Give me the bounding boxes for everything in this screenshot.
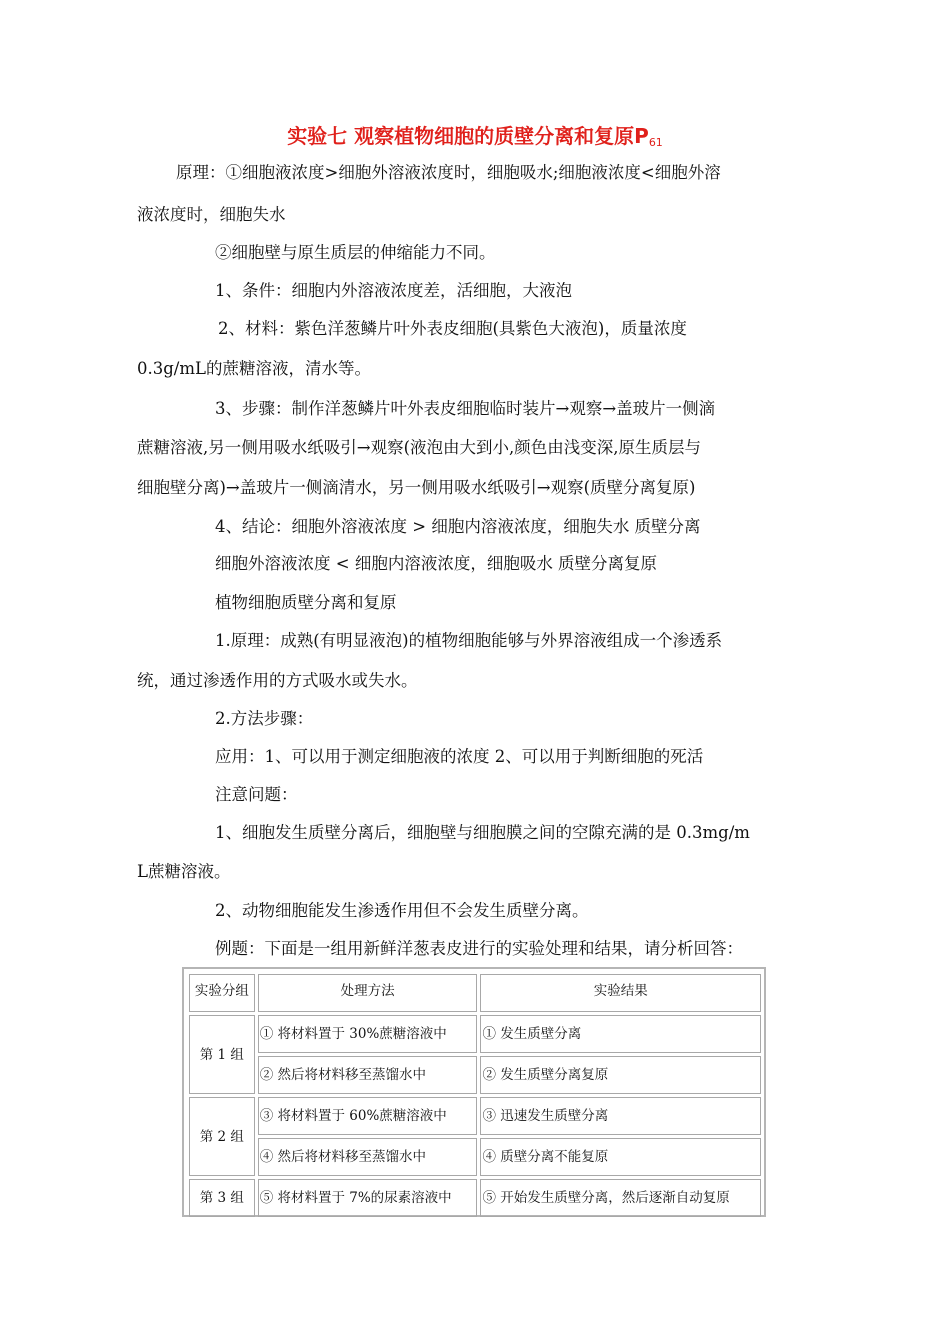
method-cell: ③ 将材料置于 60%蔗糖溶液中 xyxy=(258,1097,478,1135)
result-cell: ② 发生质壁分离复原 xyxy=(480,1056,761,1094)
table-row xyxy=(189,1138,761,1176)
method-cell: ① 将材料置于 30%蔗糖溶液中 xyxy=(258,1015,478,1053)
result-cell: ① 发生质壁分离 xyxy=(480,1015,761,1053)
results-table xyxy=(186,971,764,1220)
header-group: 实验分组 xyxy=(189,974,255,1012)
header-method: 处理方法 xyxy=(258,974,478,1012)
principle-b-line-2: 统，通过渗透作用的方式吸水或失水。 xyxy=(137,671,418,690)
material-line-2: 0.3g/mL的蔗糖溶液，清水等。 xyxy=(137,359,371,378)
table-header-row xyxy=(189,974,761,1012)
principle-2: ②细胞壁与原生质层的伸缩能力不同。 xyxy=(215,243,496,262)
material-line-1: 2、材料：紫色洋葱鳞片叶外表皮细胞(具紫色大液泡)，质量浓度 xyxy=(218,319,687,338)
steps-line-2: 蔗糖溶液,另一侧用吸水纸吸引→观察(液泡由大到小,颜色由浅变深,原生质层与 xyxy=(137,438,701,457)
principle-line-1: 原理：①细胞液浓度>细胞外溶液浓度时，细胞吸水;细胞液浓度<细胞外溶 xyxy=(176,163,721,182)
header-result: 实验结果 xyxy=(480,974,761,1012)
result-cell: ④ 质壁分离不能复原 xyxy=(480,1138,761,1176)
method-heading: 2.方法步骤： xyxy=(215,709,314,728)
example-question: 例题：下面是一组用新鲜洋葱表皮进行的实验处理和结果，请分析回答： xyxy=(215,939,743,958)
result-cell: ⑤ 开始发生质壁分离，然后逐渐自动复原 xyxy=(480,1179,761,1217)
notes-heading: 注意问题： xyxy=(215,785,298,804)
principle-line-2: 液浓度时，细胞失水 xyxy=(137,205,286,224)
note-1-line-1: 1、细胞发生质壁分离后，细胞壁与细胞膜之间的空隙充满的是 0.3mg/m xyxy=(215,823,750,842)
steps-line-1: 3、步骤：制作洋葱鳞片叶外表皮细胞临时装片→观察→盖玻片一侧滴 xyxy=(215,399,716,418)
note-2: 2、动物细胞能发生渗透作用但不会发生质壁分离。 xyxy=(215,901,589,920)
document-title xyxy=(0,121,950,155)
application-paragraph: 应用：1、可以用于测定细胞液的浓度 2、可以用于判断细胞的死活 xyxy=(215,747,704,766)
result-cell: ③ 迅速发生质壁分离 xyxy=(480,1097,761,1135)
method-cell: ② 然后将材料移至蒸馏水中 xyxy=(258,1056,478,1094)
table-row xyxy=(189,1056,761,1094)
note-1-line-2: L蔗糖溶液。 xyxy=(137,862,231,881)
principle-b-line-1: 1.原理：成熟(有明显液泡)的植物细胞能够与外界溶液组成一个渗透系 xyxy=(215,631,723,650)
condition-paragraph: 1、条件：细胞内外溶液浓度差，活细胞，大液泡 xyxy=(215,281,572,300)
conclusion-line-2: 细胞外溶液浓度 < 细胞内溶液浓度，细胞吸水 质壁分离复原 xyxy=(215,554,658,573)
table-row xyxy=(189,1097,761,1135)
table-row xyxy=(189,1179,761,1217)
group-1-cell: 第 1 组 xyxy=(189,1015,255,1094)
conclusion-line-1: 4、结论：细胞外溶液浓度 > 细胞内溶液浓度，细胞失水 质壁分离 xyxy=(215,517,701,536)
group-3-cell: 第 3 组 xyxy=(189,1179,255,1217)
group-2-cell: 第 2 组 xyxy=(189,1097,255,1176)
title-text: 实验七 观察植物细胞的质壁分离和复原P xyxy=(287,124,649,148)
title-page-subscript: 61 xyxy=(648,136,663,149)
method-cell: ④ 然后将材料移至蒸馏水中 xyxy=(258,1138,478,1176)
results-table-frame xyxy=(182,967,766,1217)
table-row xyxy=(189,1015,761,1053)
section-title: 植物细胞质壁分离和复原 xyxy=(215,593,397,612)
steps-line-3: 细胞壁分离)→盖玻片一侧滴清水，另一侧用吸水纸吸引→观察(质壁分离复原) xyxy=(137,478,696,497)
method-cell: ⑤ 将材料置于 7%的尿素溶液中 xyxy=(258,1179,478,1217)
